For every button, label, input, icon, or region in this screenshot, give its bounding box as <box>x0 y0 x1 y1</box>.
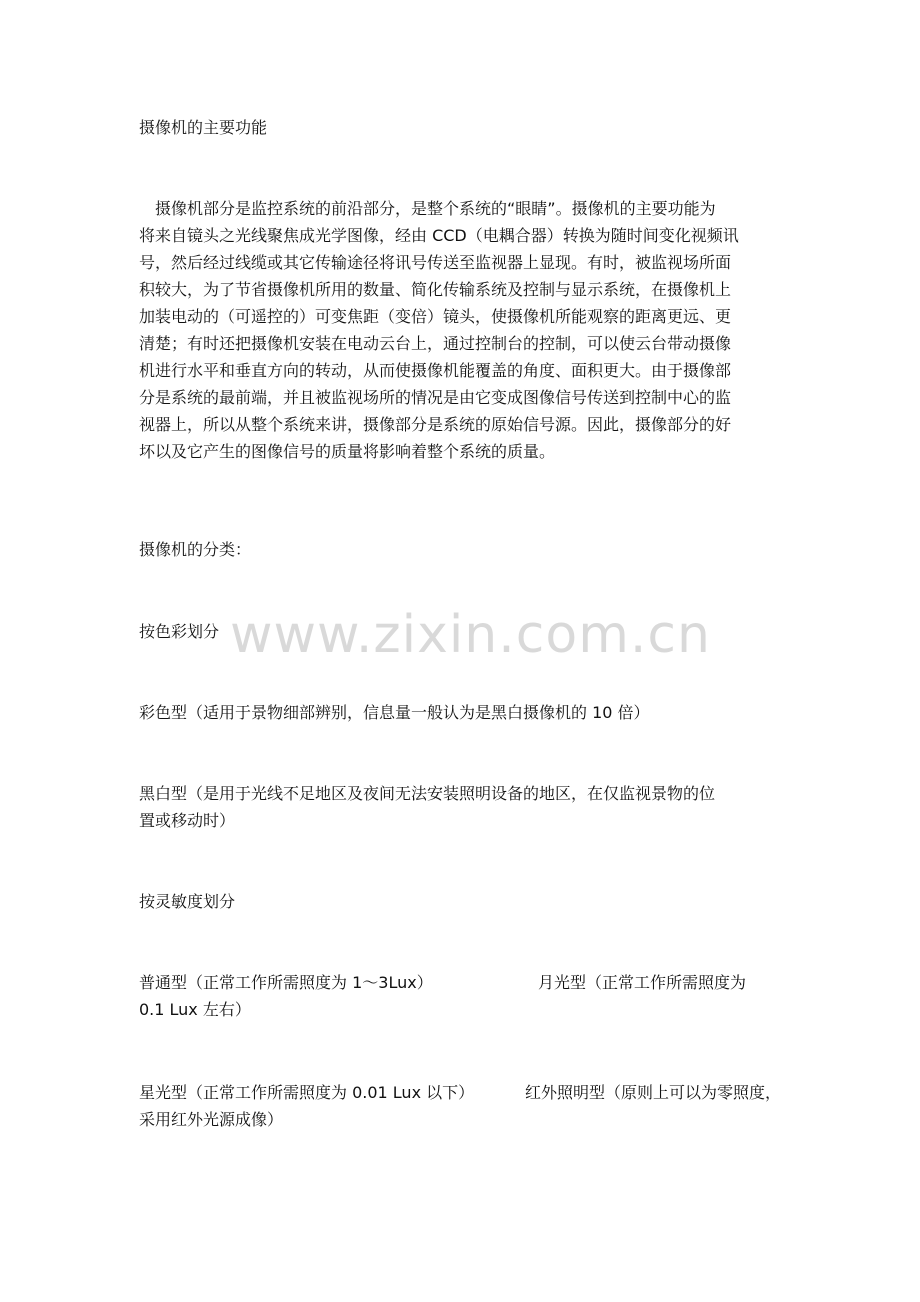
star-type-text: 星光型（正常工作所需照度为 0.01 Lux 以下） <box>139 1083 475 1102</box>
ir-type-text-line2: 采用红外光源成像） <box>139 1110 284 1129</box>
subheading-by-sensitivity: 按灵敏度划分 <box>139 892 236 911</box>
intro-paragraph <box>139 195 779 465</box>
intro-line: 清楚；有时还把摄像机安装在电动云台上，通过控制台的控制，可以使云台带动摄像 <box>139 334 732 353</box>
moon-type-text-line2: 0.1 Lux 左右） <box>139 1000 251 1019</box>
bw-type-text-line2: 置或移动时） <box>139 811 236 830</box>
bw-type-text-line1: 黑白型（是用于光线不足地区及夜间无法安装照明设备的地区，在仅监视景物的位 <box>139 784 716 803</box>
intro-line: 视器上，所以从整个系统来讲，摄像部分是系统的原始信号源。因此，摄像部分的好 <box>139 415 732 434</box>
intro-line: 加装电动的（可遥控的）可变焦距（变倍）镜头，使摄像机所能观察的距离更远、更 <box>139 307 732 326</box>
color-type-text: 彩色型（适用于景物细部辨别，信息量一般认为是黑白摄像机的 10 倍） <box>139 703 650 722</box>
normal-type-text: 普通型（正常工作所需照度为 1～3Lux） <box>139 973 433 992</box>
moon-type-text: 月光型（正常工作所需照度为 <box>538 973 747 992</box>
ir-type-text: 红外照明型（原则上可以为零照度， <box>525 1083 782 1102</box>
intro-line: 将来自镜头之光线聚焦成光学图像，经由 CCD（电耦合器）转换为随时间变化视频讯 <box>139 226 739 245</box>
watermark: www.zixin.com.cn <box>230 605 711 665</box>
heading-classification: 摄像机的分类： <box>139 540 252 559</box>
intro-line: 机进行水平和垂直方向的转动，从而使摄像机能覆盖的角度、面积更大。由于摄像部 <box>139 361 732 380</box>
intro-line: 号，然后经过线缆或其它传输途径将讯号传送至监视器上显现。有时，被监视场所面 <box>139 253 732 272</box>
subheading-by-color: 按色彩划分 <box>139 622 220 641</box>
intro-line: 摄像机部分是监控系统的前沿部分，是整个系统的“眼睛”。摄像机的主要功能为 <box>139 199 716 218</box>
intro-line: 坏以及它产生的图像信号的质量将影响着整个系统的质量。 <box>139 442 556 461</box>
intro-line: 积较大，为了节省摄像机所用的数量、简化传输系统及控制与显示系统，在摄像机上 <box>139 280 732 299</box>
heading-main-functions: 摄像机的主要功能 <box>139 118 268 137</box>
intro-line: 分是系统的最前端，并且被监视场所的情况是由它变成图像信号传送到控制中心的监 <box>139 388 732 407</box>
